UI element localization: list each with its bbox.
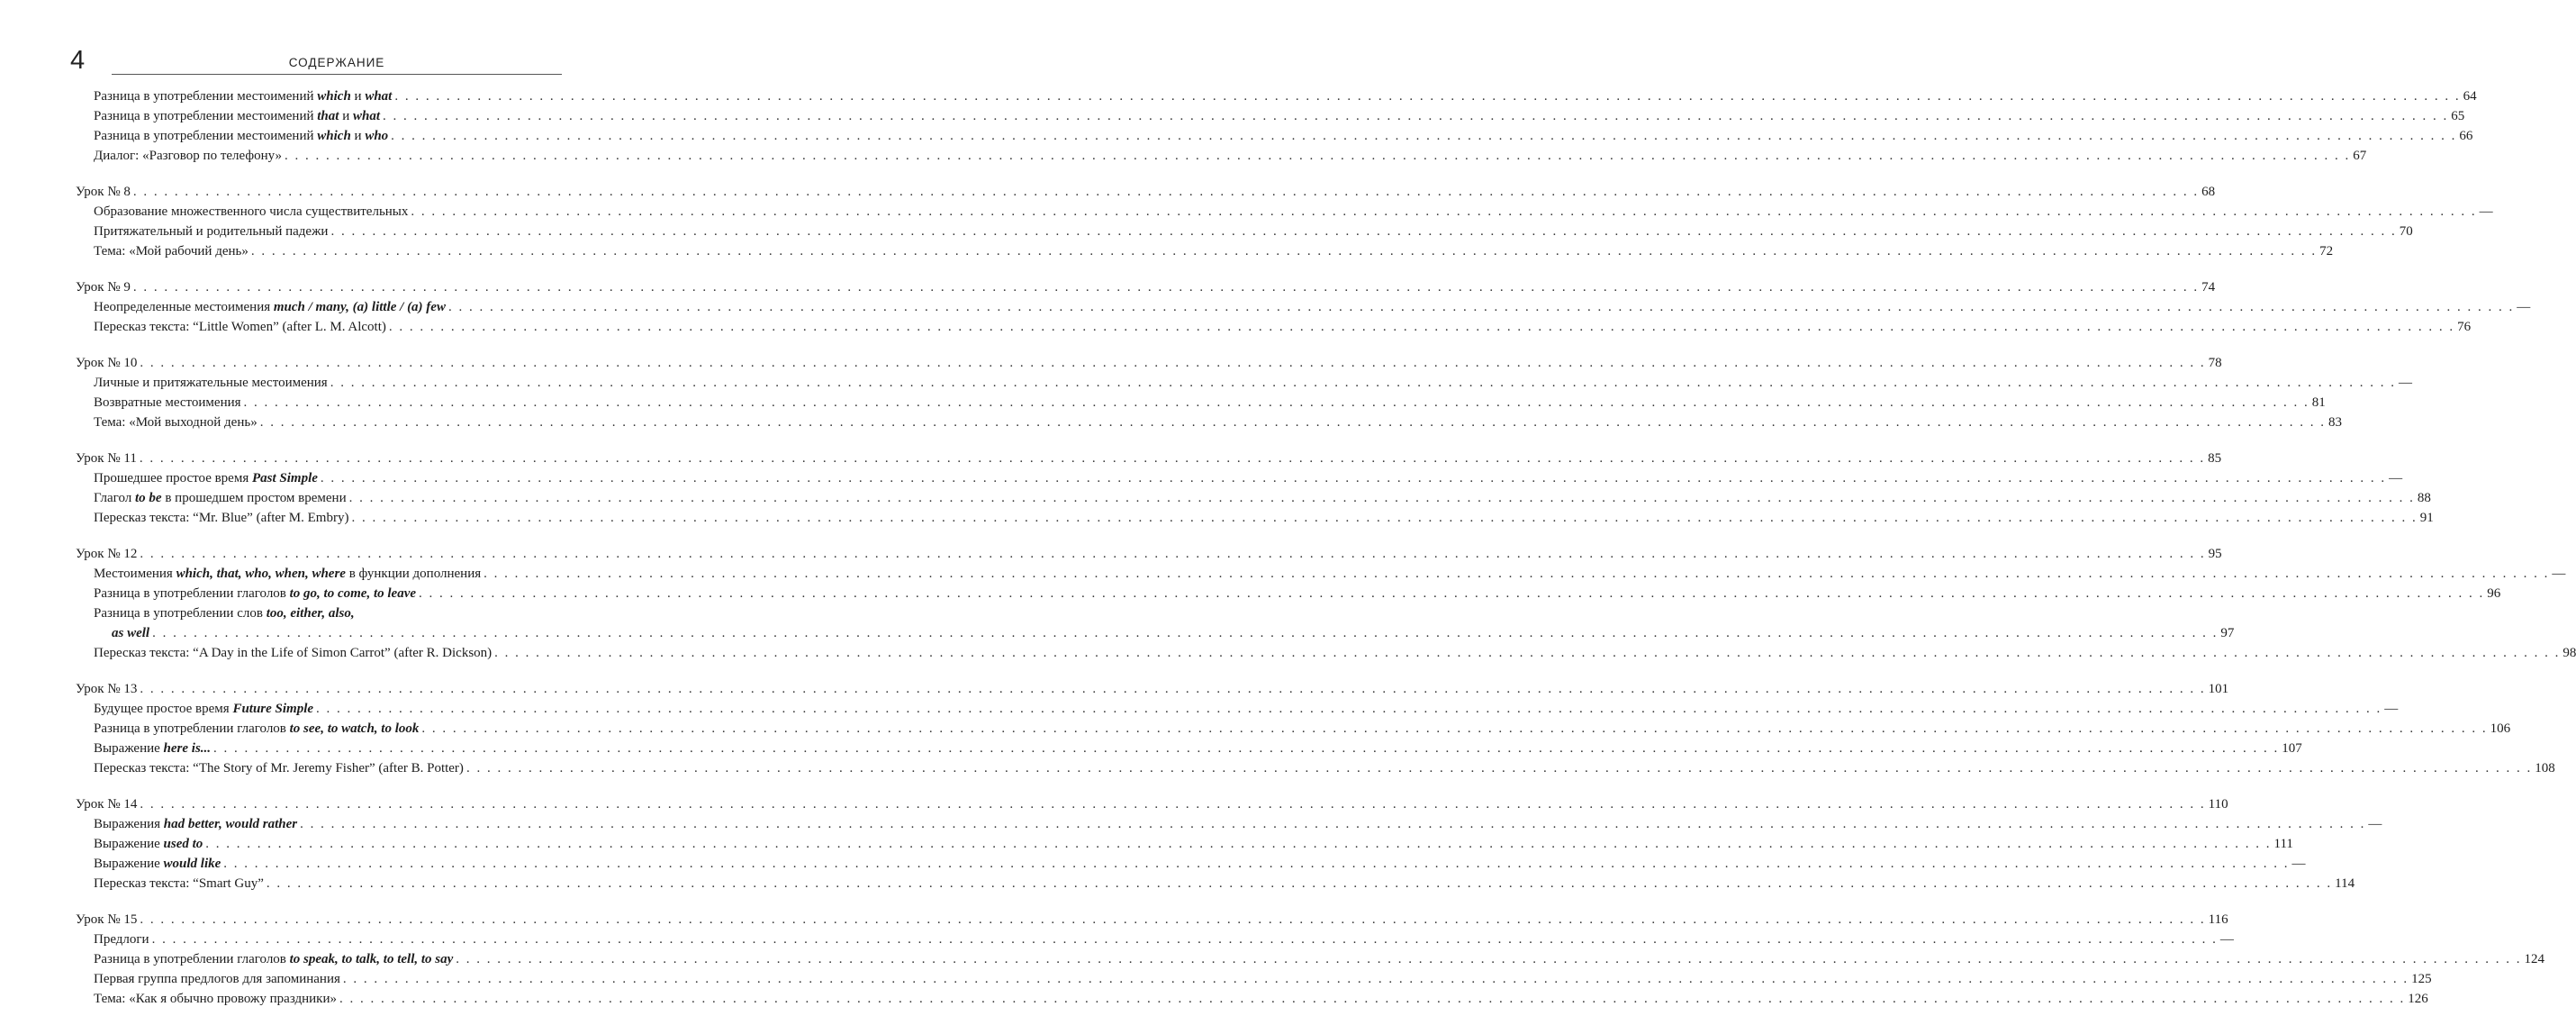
- dot-leader: . . . . . . . . . . . . . . . . . . . . . . . . . . . . . . . . . . . . . . . . . . . . . . . . . . . . . . . . . . . . . . . . . . . . . . . . . . . . . . . . . . . . . . . . . . . . . . . . . . . . . . . . . . . . . . . . . . . . . . . . . . . . . . . . . . . . . . . . . . . . . . . . . . . . . . . . . . . . . . . . . . . . . . . . . . . . . . . . . . . . . . . . . . . . . . . . . . . . . . . .: [388, 320, 2455, 334]
- toc-lesson-heading[interactable]: [76, 449, 2222, 468]
- lesson-title: Урок № 11: [76, 451, 137, 466]
- entry-text: Тема: «Мой выходной день»: [94, 415, 258, 430]
- entry-text: Пересказ текста: “A Day in the Life of Simon Carrot” (after R. Dickson): [94, 646, 493, 660]
- entry-text: Разница в употреблении слов: [94, 606, 267, 621]
- entry-text: Разница в употреблении глаголов: [94, 586, 290, 601]
- toc-entry[interactable]: [76, 317, 2472, 337]
- english-term: what: [365, 89, 393, 104]
- toc-lesson-heading[interactable]: [76, 679, 2229, 699]
- english-term: much / many, (a) little / (a) few: [273, 300, 446, 314]
- toc-entry[interactable]: [76, 969, 2432, 989]
- dot-leader: . . . . . . . . . . . . . . . . . . . . . . . . . . . . . . . . . . . . . . . . . . . . . . . . . . . . . . . . . . . . . . . . . . . . . . . . . . . . . . . . . . . . . . . . . . . . . . . . . . . . . . . . . . . . . . . . . . . . . . . . . . . . . . . . . . . . . . . . . . . . . . . . . . . . . . . . . . . . . . . . . . . . . . . . . . . . . . . . . . . . . . . . . . . . . . . . . . . . . . . .: [330, 376, 2396, 390]
- entry-text: Разница в употреблении местоимений: [94, 129, 318, 143]
- lesson-title: Урок № 8: [76, 185, 131, 199]
- entry-text: Предлоги: [94, 932, 149, 947]
- toc-lesson-heading[interactable]: [76, 544, 2222, 564]
- dot-leader: . . . . . . . . . . . . . . . . . . . . . . . . . . . . . . . . . . . . . . . . . . . . . . . . . . . . . . . . . . . . . . . . . . . . . . . . . . . . . . . . . . . . . . . . . . . . . . . . . . . . . . . . . . . . . . . . . . . . . . . . . . . . . . . . . . . . . . . . . . . . . . . . . . . . . . . . . . . . . . . . . . . . . . . . . . . . . . . . . . . . . . . . . . . . . . . . . . . . . . . .: [484, 567, 2550, 581]
- lesson-title: Урок № 10: [76, 356, 138, 370]
- dot-leader: . . . . . . . . . . . . . . . . . . . . . . . . . . . . . . . . . . . . . . . . . . . . . . . . . . . . . . . . . . . . . . . . . . . . . . . . . . . . . . . . . . . . . . . . . . . . . . . . . . . . . . . . . . . . . . . . . . . . . . . . . . . . . . . . . . . . . . . . . . . . . . . . . . . . . . . . . . . . . . . . . . . . . . . . . . . . . . . . . . . . . . . . . . . . . . . . . . . . . . . .: [140, 912, 2206, 927]
- toc-entry[interactable]: [76, 989, 2428, 1009]
- entry-title: [94, 758, 464, 778]
- entry-text: Разница в употреблении глаголов: [94, 721, 290, 736]
- entry-text: в функции дополнения: [345, 567, 482, 581]
- page-ref: 95: [2208, 547, 2222, 561]
- page-ref: 68: [2201, 185, 2216, 199]
- entry-title: [112, 623, 149, 643]
- entry-title: [94, 297, 446, 317]
- page-ref: 64: [2463, 89, 2477, 104]
- header-rule: [112, 74, 562, 75]
- entry-title: [94, 814, 297, 834]
- english-term: as well: [112, 626, 150, 640]
- toc-entry[interactable]: [76, 508, 2434, 528]
- dot-leader: . . . . . . . . . . . . . . . . . . . . . . . . . . . . . . . . . . . . . . . . . . . . . . . . . . . . . . . . . . . . . . . . . . . . . . . . . . . . . . . . . . . . . . . . . . . . . . . . . . . . . . . . . . . . . . . . . . . . . . . . . . . . . . . . . . . . . . . . . . . . . . . . . . . . . . . . . . . . . . . . . . . . . . . . . . . . . . . . . . . . . . . . . . . . . . . . . . . . . . . .: [152, 626, 2219, 640]
- entry-title: [94, 393, 241, 413]
- toc-lesson: [76, 679, 2555, 778]
- entry-text: Выражение: [94, 837, 164, 851]
- toc-entry[interactable]: [76, 949, 2545, 969]
- page-ref: —: [2368, 817, 2382, 831]
- dot-leader: . . . . . . . . . . . . . . . . . . . . . . . . . . . . . . . . . . . . . . . . . . . . . . . . . . . . . . . . . . . . . . . . . . . . . . . . . . . . . . . . . . . . . . . . . . . . . . . . . . . . . . . . . . . . . . . . . . . . . . . . . . . . . . . . . . . . . . . . . . . . . . . . . . . . . . . . . . . . . . . . . . . . . . . . . . . . . . . . . . . . . . . . . . . . . . . . . . . . . . . .: [140, 356, 2206, 370]
- entry-text: и: [350, 89, 366, 104]
- entry-title: [94, 508, 348, 528]
- entry-text: Пересказ текста: “Mr. Blue” (after M. Embry): [94, 511, 349, 525]
- dot-leader: . . . . . . . . . . . . . . . . . . . . . . . . . . . . . . . . . . . . . . . . . . . . . . . . . . . . . . . . . . . . . . . . . . . . . . . . . . . . . . . . . . . . . . . . . . . . . . . . . . . . . . . . . . . . . . . . . . . . . . . . . . . . . . . . . . . . . . . . . . . . . . . . . . . . . . . . . . . . . . . . . . . . . . . . . . . . . . . . . . . . . . . . . . . . . . . . . . . . . . . .: [456, 952, 2522, 966]
- page-ref: —: [2291, 857, 2306, 871]
- page-ref: 107: [2282, 741, 2302, 756]
- entry-title: [94, 317, 386, 337]
- page-ref: 66: [2459, 129, 2473, 143]
- toc-lesson: [76, 794, 2382, 893]
- entry-title: [94, 488, 347, 508]
- entry-title: [94, 202, 408, 222]
- page-ref: 83: [2327, 415, 2342, 430]
- entry-text: Будущее простое время: [94, 702, 233, 716]
- page-ref: —: [2398, 376, 2412, 390]
- page-ref: 98: [2562, 646, 2576, 660]
- entry-text: Местоимения: [94, 567, 176, 581]
- entry-text: Пересказ текста: “Smart Guy”: [94, 876, 264, 891]
- toc-entry[interactable]: [76, 564, 2566, 584]
- entry-text: Выражение: [94, 741, 164, 756]
- english-term: that: [317, 109, 339, 123]
- page-ref: 114: [2335, 876, 2355, 891]
- page-ref: 65: [2451, 109, 2465, 123]
- toc-entry[interactable]: [76, 468, 2403, 488]
- toc-entry[interactable]: [76, 699, 2399, 719]
- entry-title: [94, 874, 264, 893]
- entry-text: Прошедшее простое время: [94, 471, 252, 485]
- dot-leader: . . . . . . . . . . . . . . . . . . . . . . . . . . . . . . . . . . . . . . . . . . . . . . . . . . . . . . . . . . . . . . . . . . . . . . . . . . . . . . . . . . . . . . . . . . . . . . . . . . . . . . . . . . . . . . . . . . . . . . . . . . . . . . . . . . . . . . . . . . . . . . . . . . . . . . . . . . . . . . . . . . . . . . . . . . . . . . . . . . . . . . . . . . . . . . . . . . . . . . . .: [223, 857, 2290, 871]
- dot-leader: . . . . . . . . . . . . . . . . . . . . . . . . . . . . . . . . . . . . . . . . . . . . . . . . . . . . . . . . . . . . . . . . . . . . . . . . . . . . . . . . . . . . . . . . . . . . . . . . . . . . . . . . . . . . . . . . . . . . . . . . . . . . . . . . . . . . . . . . . . . . . . . . . . . . . . . . . . . . . . . . . . . . . . . . . . . . . . . . . . . . . . . . . . . . . . . . . . . . . . . .: [213, 741, 2280, 756]
- entry-text: Выражение: [94, 857, 164, 871]
- toc-entry[interactable]: [76, 106, 2465, 126]
- dot-leader: . . . . . . . . . . . . . . . . . . . . . . . . . . . . . . . . . . . . . . . . . . . . . . . . . . . . . . . . . . . . . . . . . . . . . . . . . . . . . . . . . . . . . . . . . . . . . . . . . . . . . . . . . . . . . . . . . . . . . . . . . . . . . . . . . . . . . . . . . . . . . . . . . . . . . . . . . . . . . . . . . . . . . . . . . . . . . . . . . . . . . . . . . . . . . . . . . . . . . . . .: [243, 395, 2309, 410]
- toc-entry[interactable]: [76, 854, 2306, 874]
- entry-title: [94, 834, 203, 854]
- toc-entry[interactable]: [76, 643, 2576, 663]
- dot-leader: . . . . . . . . . . . . . . . . . . . . . . . . . . . . . . . . . . . . . . . . . . . . . . . . . . . . . . . . . . . . . . . . . . . . . . . . . . . . . . . . . . . . . . . . . . . . . . . . . . . . . . . . . . . . . . . . . . . . . . . . . . . . . . . . . . . . . . . . . . . . . . . . . . . . . . . . . . . . . . . . . . . . . . . . . . . . . . . . . . . . . . . . . . . . . . . . . . . . . . . .: [494, 646, 2561, 660]
- page-ref: 111: [2273, 837, 2293, 851]
- dot-leader: . . . . . . . . . . . . . . . . . . . . . . . . . . . . . . . . . . . . . . . . . . . . . . . . . . . . . . . . . . . . . . . . . . . . . . . . . . . . . . . . . . . . . . . . . . . . . . . . . . . . . . . . . . . . . . . . . . . . . . . . . . . . . . . . . . . . . . . . . . . . . . . . . . . . . . . . . . . . . . . . . . . . . . . . . . . . . . . . . . . . . . . . . . . . . . . . . . . . . . . .: [421, 721, 2488, 736]
- page-ref: 101: [2208, 682, 2229, 696]
- dot-leader: . . . . . . . . . . . . . . . . . . . . . . . . . . . . . . . . . . . . . . . . . . . . . . . . . . . . . . . . . . . . . . . . . . . . . . . . . . . . . . . . . . . . . . . . . . . . . . . . . . . . . . . . . . . . . . . . . . . . . . . . . . . . . . . . . . . . . . . . . . . . . . . . . . . . . . . . . . . . . . . . . . . . . . . . . . . . . . . . . . . . . . . . . . . . . . . . . . . . . . . .: [339, 992, 2406, 1006]
- entry-text: Пересказ текста: “The Story of Mr. Jeremy Fisher” (after B. Potter): [94, 761, 464, 776]
- dot-leader: . . . . . . . . . . . . . . . . . . . . . . . . . . . . . . . . . . . . . . . . . . . . . . . . . . . . . . . . . . . . . . . . . . . . . . . . . . . . . . . . . . . . . . . . . . . . . . . . . . . . . . . . . . . . . . . . . . . . . . . . . . . . . . . . . . . . . . . . . . . . . . . . . . . . . . . . . . . . . . . . . . . . . . . . . . . . . . . . . . . . . . . . . . . . . . . . . . . . . . . .: [300, 817, 2366, 831]
- entry-text: Разница в употреблении глаголов: [94, 952, 290, 966]
- entry-text: и: [350, 129, 366, 143]
- running-title: СОДЕРЖАНИЕ: [288, 56, 385, 69]
- toc-lesson: [76, 910, 2545, 1009]
- english-term: which: [317, 89, 351, 104]
- page-number: 4: [70, 46, 86, 75]
- english-term: to go, to come, to leave: [289, 586, 417, 601]
- page-header: [68, 45, 562, 81]
- dot-leader: . . . . . . . . . . . . . . . . . . . . . . . . . . . . . . . . . . . . . . . . . . . . . . . . . . . . . . . . . . . . . . . . . . . . . . . . . . . . . . . . . . . . . . . . . . . . . . . . . . . . . . . . . . . . . . . . . . . . . . . . . . . . . . . . . . . . . . . . . . . . . . . . . . . . . . . . . . . . . . . . . . . . . . . . . . . . . . . . . . . . . . . . . . . . . . . . . . . . . . . .: [348, 491, 2415, 505]
- entry-text: Разница в употреблении местоимений: [94, 89, 318, 104]
- toc-lesson: [76, 86, 2477, 166]
- toc-lesson-heading[interactable]: [76, 277, 2216, 297]
- lesson-title: Урок № 12: [76, 547, 138, 561]
- dot-leader: . . . . . . . . . . . . . . . . . . . . . . . . . . . . . . . . . . . . . . . . . . . . . . . . . . . . . . . . . . . . . . . . . . . . . . . . . . . . . . . . . . . . . . . . . . . . . . . . . . . . . . . . . . . . . . . . . . . . . . . . . . . . . . . . . . . . . . . . . . . . . . . . . . . . . . . . . . . . . . . . . . . . . . . . . . . . . . . . . . . . . . . . . . . . . . . . . . . . . . . .: [250, 244, 2318, 259]
- page-ref: 67: [2353, 149, 2367, 163]
- page-ref: 70: [2399, 224, 2413, 239]
- page-ref: —: [2389, 471, 2403, 485]
- english-term: which, that, who, when, where: [176, 567, 346, 581]
- page-ref: —: [2552, 567, 2566, 581]
- entry-title: [94, 739, 211, 758]
- toc-entry[interactable]: [76, 86, 2477, 106]
- entry-text: Тема: «Мой рабочий день»: [94, 244, 249, 259]
- entry-text: в прошедшем простом времени: [161, 491, 347, 505]
- page-ref: 88: [2417, 491, 2431, 505]
- lesson-title: Урок № 15: [76, 912, 138, 927]
- page-ref: 126: [2408, 992, 2428, 1006]
- dot-leader: . . . . . . . . . . . . . . . . . . . . . . . . . . . . . . . . . . . . . . . . . . . . . . . . . . . . . . . . . . . . . . . . . . . . . . . . . . . . . . . . . . . . . . . . . . . . . . . . . . . . . . . . . . . . . . . . . . . . . . . . . . . . . . . . . . . . . . . . . . . . . . . . . . . . . . . . . . . . . . . . . . . . . . . . . . . . . . . . . . . . . . . . . . . . . . . . . . . . . . . .: [132, 280, 2200, 295]
- english-term: used to: [163, 837, 203, 851]
- page-ref: 76: [2457, 320, 2472, 334]
- page-ref: 81: [2311, 395, 2326, 410]
- english-term: too, either, also,: [266, 606, 355, 621]
- dot-leader: . . . . . . . . . . . . . . . . . . . . . . . . . . . . . . . . . . . . . . . . . . . . . . . . . . . . . . . . . . . . . . . . . . . . . . . . . . . . . . . . . . . . . . . . . . . . . . . . . . . . . . . . . . . . . . . . . . . . . . . . . . . . . . . . . . . . . . . . . . . . . . . . . . . . . . . . . . . . . . . . . . . . . . . . . . . . . . . . . . . . . . . . . . . . . . . . . . . . . . . .: [320, 471, 2387, 485]
- toc-lesson: [76, 449, 2434, 528]
- dot-leader: . . . . . . . . . . . . . . . . . . . . . . . . . . . . . . . . . . . . . . . . . . . . . . . . . . . . . . . . . . . . . . . . . . . . . . . . . . . . . . . . . . . . . . . . . . . . . . . . . . . . . . . . . . . . . . . . . . . . . . . . . . . . . . . . . . . . . . . . . . . . . . . . . . . . . . . . . . . . . . . . . . . . . . . . . . . . . . . . . . . . . . . . . . . . . . . . . . . . . . . .: [151, 932, 2218, 947]
- toc-lesson-heading[interactable]: [76, 353, 2222, 373]
- entry-text: Разница в употреблении местоимений: [94, 109, 318, 123]
- table-of-contents: [76, 86, 2576, 1025]
- dot-leader: . . . . . . . . . . . . . . . . . . . . . . . . . . . . . . . . . . . . . . . . . . . . . . . . . . . . . . . . . . . . . . . . . . . . . . . . . . . . . . . . . . . . . . . . . . . . . . . . . . . . . . . . . . . . . . . . . . . . . . . . . . . . . . . . . . . . . . . . . . . . . . . . . . . . . . . . . . . . . . . . . . . . . . . . . . . . . . . . . . . . . . . . . . . . . . . . . . . . . . . .: [447, 300, 2515, 314]
- toc-entry[interactable]: [76, 623, 2235, 643]
- toc-lesson: [76, 277, 2531, 337]
- toc-entry[interactable]: [76, 126, 2473, 146]
- dot-leader: . . . . . . . . . . . . . . . . . . . . . . . . . . . . . . . . . . . . . . . . . . . . . . . . . . . . . . . . . . . . . . . . . . . . . . . . . . . . . . . . . . . . . . . . . . . . . . . . . . . . . . . . . . . . . . . . . . . . . . . . . . . . . . . . . . . . . . . . . . . . . . . . . . . . . . . . . . . . . . . . . . . . . . . . . . . . . . . . . . . . . . . . . . . . . . . . . . . . . . . .: [140, 797, 2206, 812]
- toc-entry[interactable]: [76, 373, 2412, 393]
- toc-lesson: [76, 544, 2576, 663]
- toc-entry[interactable]: [76, 584, 2501, 603]
- english-term: to see, to watch, to look: [289, 721, 420, 736]
- dot-leader: . . . . . . . . . . . . . . . . . . . . . . . . . . . . . . . . . . . . . . . . . . . . . . . . . . . . . . . . . . . . . . . . . . . . . . . . . . . . . . . . . . . . . . . . . . . . . . . . . . . . . . . . . . . . . . . . . . . . . . . . . . . . . . . . . . . . . . . . . . . . . . . . . . . . . . . . . . . . . . . . . . . . . . . . . . . . . . . . . . . . . . . . . . . . . . . . . . . . . . . .: [419, 586, 2485, 601]
- english-term: to be: [135, 491, 162, 505]
- entry-text: и: [339, 109, 353, 123]
- entry-title: [94, 468, 318, 488]
- page-ref: 96: [2487, 586, 2501, 601]
- toc-entry[interactable]: [76, 930, 2234, 949]
- toc-entry[interactable]: [76, 488, 2431, 508]
- entry-title: [94, 86, 392, 106]
- entry-title: [94, 989, 337, 1009]
- entry-title: [94, 719, 419, 739]
- entry-title: [94, 584, 416, 603]
- english-term: had better, would rather: [163, 817, 298, 831]
- toc-entry[interactable]: [76, 834, 2293, 854]
- toc-lesson-heading[interactable]: [76, 182, 2216, 202]
- toc-entry[interactable]: [76, 393, 2326, 413]
- entry-text: Пересказ текста: “Little Women” (after L. M. Alcott): [94, 320, 386, 334]
- entry-text: Образование множественного числа существительных: [94, 204, 409, 219]
- entry-title: [94, 949, 453, 969]
- toc-entry[interactable]: [76, 719, 2511, 739]
- english-term: here is...: [163, 741, 212, 756]
- page-ref: 91: [2419, 511, 2434, 525]
- dot-leader: . . . . . . . . . . . . . . . . . . . . . . . . . . . . . . . . . . . . . . . . . . . . . . . . . . . . . . . . . . . . . . . . . . . . . . . . . . . . . . . . . . . . . . . . . . . . . . . . . . . . . . . . . . . . . . . . . . . . . . . . . . . . . . . . . . . . . . . . . . . . . . . . . . . . . . . . . . . . . . . . . . . . . . . . . . . . . . . . . . . . . . . . . . . . . . . . . . . . . . . .: [411, 204, 2477, 219]
- entry-title: [94, 146, 282, 166]
- lesson-title: Урок № 13: [76, 682, 138, 696]
- dot-leader: . . . . . . . . . . . . . . . . . . . . . . . . . . . . . . . . . . . . . . . . . . . . . . . . . . . . . . . . . . . . . . . . . . . . . . . . . . . . . . . . . . . . . . . . . . . . . . . . . . . . . . . . . . . . . . . . . . . . . . . . . . . . . . . . . . . . . . . . . . . . . . . . . . . . . . . . . . . . . . . . . . . . . . . . . . . . . . . . . . . . . . . . . . . . . . . . . . . . . . . .: [266, 876, 2333, 891]
- entry-title: [94, 854, 221, 874]
- entry-title: [94, 413, 258, 432]
- english-term: would like: [163, 857, 221, 871]
- page-ref: 125: [2411, 972, 2432, 986]
- dot-leader: . . . . . . . . . . . . . . . . . . . . . . . . . . . . . . . . . . . . . . . . . . . . . . . . . . . . . . . . . . . . . . . . . . . . . . . . . . . . . . . . . . . . . . . . . . . . . . . . . . . . . . . . . . . . . . . . . . . . . . . . . . . . . . . . . . . . . . . . . . . . . . . . . . . . . . . . . . . . . . . . . . . . . . . . . . . . . . . . . . . . . . . . . . . . . . . . . . . . . . . .: [132, 185, 2200, 199]
- dot-leader: . . . . . . . . . . . . . . . . . . . . . . . . . . . . . . . . . . . . . . . . . . . . . . . . . . . . . . . . . . . . . . . . . . . . . . . . . . . . . . . . . . . . . . . . . . . . . . . . . . . . . . . . . . . . . . . . . . . . . . . . . . . . . . . . . . . . . . . . . . . . . . . . . . . . . . . . . . . . . . . . . . . . . . . . . . . . . . . . . . . . . . . . . . . . . . . . . . . . . . . .: [351, 511, 2418, 525]
- entry-title: [94, 930, 149, 949]
- page-ref: 116: [2208, 912, 2228, 927]
- toc-entry[interactable]: [76, 874, 2355, 893]
- toc-entry[interactable]: [76, 222, 2413, 241]
- toc-lesson: [76, 353, 2412, 432]
- toc-entry[interactable]: [76, 297, 2531, 317]
- entry-title: [94, 106, 380, 126]
- toc-entry[interactable]: [76, 413, 2342, 432]
- dot-leader: . . . . . . . . . . . . . . . . . . . . . . . . . . . . . . . . . . . . . . . . . . . . . . . . . . . . . . . . . . . . . . . . . . . . . . . . . . . . . . . . . . . . . . . . . . . . . . . . . . . . . . . . . . . . . . . . . . . . . . . . . . . . . . . . . . . . . . . . . . . . . . . . . . . . . . . . . . . . . . . . . . . . . . . . . . . . . . . . . . . . . . . . . . . . . . . . . . . . . . . .: [383, 109, 2449, 123]
- dot-leader: . . . . . . . . . . . . . . . . . . . . . . . . . . . . . . . . . . . . . . . . . . . . . . . . . . . . . . . . . . . . . . . . . . . . . . . . . . . . . . . . . . . . . . . . . . . . . . . . . . . . . . . . . . . . . . . . . . . . . . . . . . . . . . . . . . . . . . . . . . . . . . . . . . . . . . . . . . . . . . . . . . . . . . . . . . . . . . . . . . . . . . . . . . . . . . . . . . . . . . . .: [259, 415, 2326, 430]
- toc-entry[interactable]: [76, 603, 562, 623]
- dot-leader: . . . . . . . . . . . . . . . . . . . . . . . . . . . . . . . . . . . . . . . . . . . . . . . . . . . . . . . . . . . . . . . . . . . . . . . . . . . . . . . . . . . . . . . . . . . . . . . . . . . . . . . . . . . . . . . . . . . . . . . . . . . . . . . . . . . . . . . . . . . . . . . . . . . . . . . . . . . . . . . . . . . . . . . . . . . . . . . . . . . . . . . . . . . . . . . . . . . . . . . .: [391, 129, 2457, 143]
- entry-title: [94, 699, 313, 719]
- english-term: to speak, to talk, to tell, to say: [289, 952, 454, 966]
- dot-leader: . . . . . . . . . . . . . . . . . . . . . . . . . . . . . . . . . . . . . . . . . . . . . . . . . . . . . . . . . . . . . . . . . . . . . . . . . . . . . . . . . . . . . . . . . . . . . . . . . . . . . . . . . . . . . . . . . . . . . . . . . . . . . . . . . . . . . . . . . . . . . . . . . . . . . . . . . . . . . . . . . . . . . . . . . . . . . . . . . . . . . . . . . . . . . . . . . . . . . . . .: [342, 972, 2409, 986]
- english-term: Future Simple: [232, 702, 314, 716]
- entry-text: Притяжательный и родительный падежи: [94, 224, 329, 239]
- toc-entry[interactable]: [76, 146, 2367, 166]
- english-term: Past Simple: [251, 471, 318, 485]
- page-ref: 106: [2490, 721, 2511, 736]
- entry-title: [94, 564, 481, 584]
- dot-leader: . . . . . . . . . . . . . . . . . . . . . . . . . . . . . . . . . . . . . . . . . . . . . . . . . . . . . . . . . . . . . . . . . . . . . . . . . . . . . . . . . . . . . . . . . . . . . . . . . . . . . . . . . . . . . . . . . . . . . . . . . . . . . . . . . . . . . . . . . . . . . . . . . . . . . . . . . . . . . . . . . . . . . . . . . . . . . . . . . . . . . . . . . . . . . . . . . . . . . . . .: [284, 149, 2351, 163]
- entry-text: Диалог: «Разговор по телефону»: [94, 149, 282, 163]
- entry-text: Личные и притяжательные местоимения: [94, 376, 328, 390]
- entry-title: [94, 222, 328, 241]
- toc-lesson: [76, 182, 2493, 261]
- dot-leader: . . . . . . . . . . . . . . . . . . . . . . . . . . . . . . . . . . . . . . . . . . . . . . . . . . . . . . . . . . . . . . . . . . . . . . . . . . . . . . . . . . . . . . . . . . . . . . . . . . . . . . . . . . . . . . . . . . . . . . . . . . . . . . . . . . . . . . . . . . . . . . . . . . . . . . . . . . . . . . . . . . . . . . . . . . . . . . . . . . . . . . . . . . . . . . . . . . . . . . . .: [394, 89, 2461, 104]
- page-ref: 78: [2208, 356, 2222, 370]
- lesson-title: Урок № 9: [76, 280, 131, 295]
- dot-leader: . . . . . . . . . . . . . . . . . . . . . . . . . . . . . . . . . . . . . . . . . . . . . . . . . . . . . . . . . . . . . . . . . . . . . . . . . . . . . . . . . . . . . . . . . . . . . . . . . . . . . . . . . . . . . . . . . . . . . . . . . . . . . . . . . . . . . . . . . . . . . . . . . . . . . . . . . . . . . . . . . . . . . . . . . . . . . . . . . . . . . . . . . . . . . . . . . . . . . . . .: [316, 702, 2382, 716]
- lesson-title: Урок № 14: [76, 797, 138, 812]
- english-term: what: [352, 109, 380, 123]
- toc-entry[interactable]: [76, 814, 2382, 834]
- toc-entry[interactable]: [76, 241, 2334, 261]
- entry-title: [94, 969, 340, 989]
- toc-entry[interactable]: [76, 739, 2302, 758]
- dot-leader: . . . . . . . . . . . . . . . . . . . . . . . . . . . . . . . . . . . . . . . . . . . . . . . . . . . . . . . . . . . . . . . . . . . . . . . . . . . . . . . . . . . . . . . . . . . . . . . . . . . . . . . . . . . . . . . . . . . . . . . . . . . . . . . . . . . . . . . . . . . . . . . . . . . . . . . . . . . . . . . . . . . . . . . . . . . . . . . . . . . . . . . . . . . . . . . . . . . . . . . .: [465, 761, 2533, 776]
- english-term: which: [317, 129, 351, 143]
- dot-leader: . . . . . . . . . . . . . . . . . . . . . . . . . . . . . . . . . . . . . . . . . . . . . . . . . . . . . . . . . . . . . . . . . . . . . . . . . . . . . . . . . . . . . . . . . . . . . . . . . . . . . . . . . . . . . . . . . . . . . . . . . . . . . . . . . . . . . . . . . . . . . . . . . . . . . . . . . . . . . . . . . . . . . . . . . . . . . . . . . . . . . . . . . . . . . . . . . . . . . . . .: [330, 224, 2397, 239]
- page-ref: 72: [2319, 244, 2334, 259]
- entry-text: Глагол: [94, 491, 136, 505]
- entry-text: Неопределенные местоимения: [94, 300, 274, 314]
- entry-text: Тема: «Как я обычно провожу праздники»: [94, 992, 337, 1006]
- entry-title: [94, 643, 492, 663]
- entry-title: [94, 241, 249, 261]
- page-ref: 85: [2208, 451, 2222, 466]
- page-ref: —: [2517, 300, 2531, 314]
- entry-text: Первая группа предлогов для запоминания: [94, 972, 340, 986]
- page-ref: 108: [2535, 761, 2555, 776]
- page-ref: 74: [2201, 280, 2216, 295]
- page-ref: 97: [2220, 626, 2235, 640]
- toc-entry[interactable]: [76, 202, 2493, 222]
- dot-leader: . . . . . . . . . . . . . . . . . . . . . . . . . . . . . . . . . . . . . . . . . . . . . . . . . . . . . . . . . . . . . . . . . . . . . . . . . . . . . . . . . . . . . . . . . . . . . . . . . . . . . . . . . . . . . . . . . . . . . . . . . . . . . . . . . . . . . . . . . . . . . . . . . . . . . . . . . . . . . . . . . . . . . . . . . . . . . . . . . . . . . . . . . . . . . . . . . . . . . . . .: [140, 682, 2206, 696]
- dot-leader: . . . . . . . . . . . . . . . . . . . . . . . . . . . . . . . . . . . . . . . . . . . . . . . . . . . . . . . . . . . . . . . . . . . . . . . . . . . . . . . . . . . . . . . . . . . . . . . . . . . . . . . . . . . . . . . . . . . . . . . . . . . . . . . . . . . . . . . . . . . . . . . . . . . . . . . . . . . . . . . . . . . . . . . . . . . . . . . . . . . . . . . . . . . . . . . . . . . . . . . .: [140, 547, 2206, 561]
- entry-title: [94, 126, 388, 146]
- page-ref: —: [2219, 932, 2234, 947]
- toc-lesson-heading[interactable]: [76, 910, 2228, 930]
- dot-leader: . . . . . . . . . . . . . . . . . . . . . . . . . . . . . . . . . . . . . . . . . . . . . . . . . . . . . . . . . . . . . . . . . . . . . . . . . . . . . . . . . . . . . . . . . . . . . . . . . . . . . . . . . . . . . . . . . . . . . . . . . . . . . . . . . . . . . . . . . . . . . . . . . . . . . . . . . . . . . . . . . . . . . . . . . . . . . . . . . . . . . . . . . . . . . . . . . . . . . . . .: [205, 837, 2272, 851]
- english-term: who: [365, 129, 389, 143]
- toc-lesson-heading[interactable]: [76, 794, 2228, 814]
- toc-entry[interactable]: [76, 758, 2555, 778]
- dot-leader: . . . . . . . . . . . . . . . . . . . . . . . . . . . . . . . . . . . . . . . . . . . . . . . . . . . . . . . . . . . . . . . . . . . . . . . . . . . . . . . . . . . . . . . . . . . . . . . . . . . . . . . . . . . . . . . . . . . . . . . . . . . . . . . . . . . . . . . . . . . . . . . . . . . . . . . . . . . . . . . . . . . . . . . . . . . . . . . . . . . . . . . . . . . . . . . . . . . . . . . .: [139, 451, 2206, 466]
- page-ref: —: [2384, 702, 2399, 716]
- entry-title: [94, 603, 355, 623]
- page-ref: —: [2479, 204, 2493, 219]
- entry-text: Возвратные местоимения: [94, 395, 241, 410]
- entry-text: Выражения: [94, 817, 164, 831]
- page-ref: 124: [2524, 952, 2545, 966]
- page-ref: 110: [2208, 797, 2228, 812]
- entry-title: [94, 373, 328, 393]
